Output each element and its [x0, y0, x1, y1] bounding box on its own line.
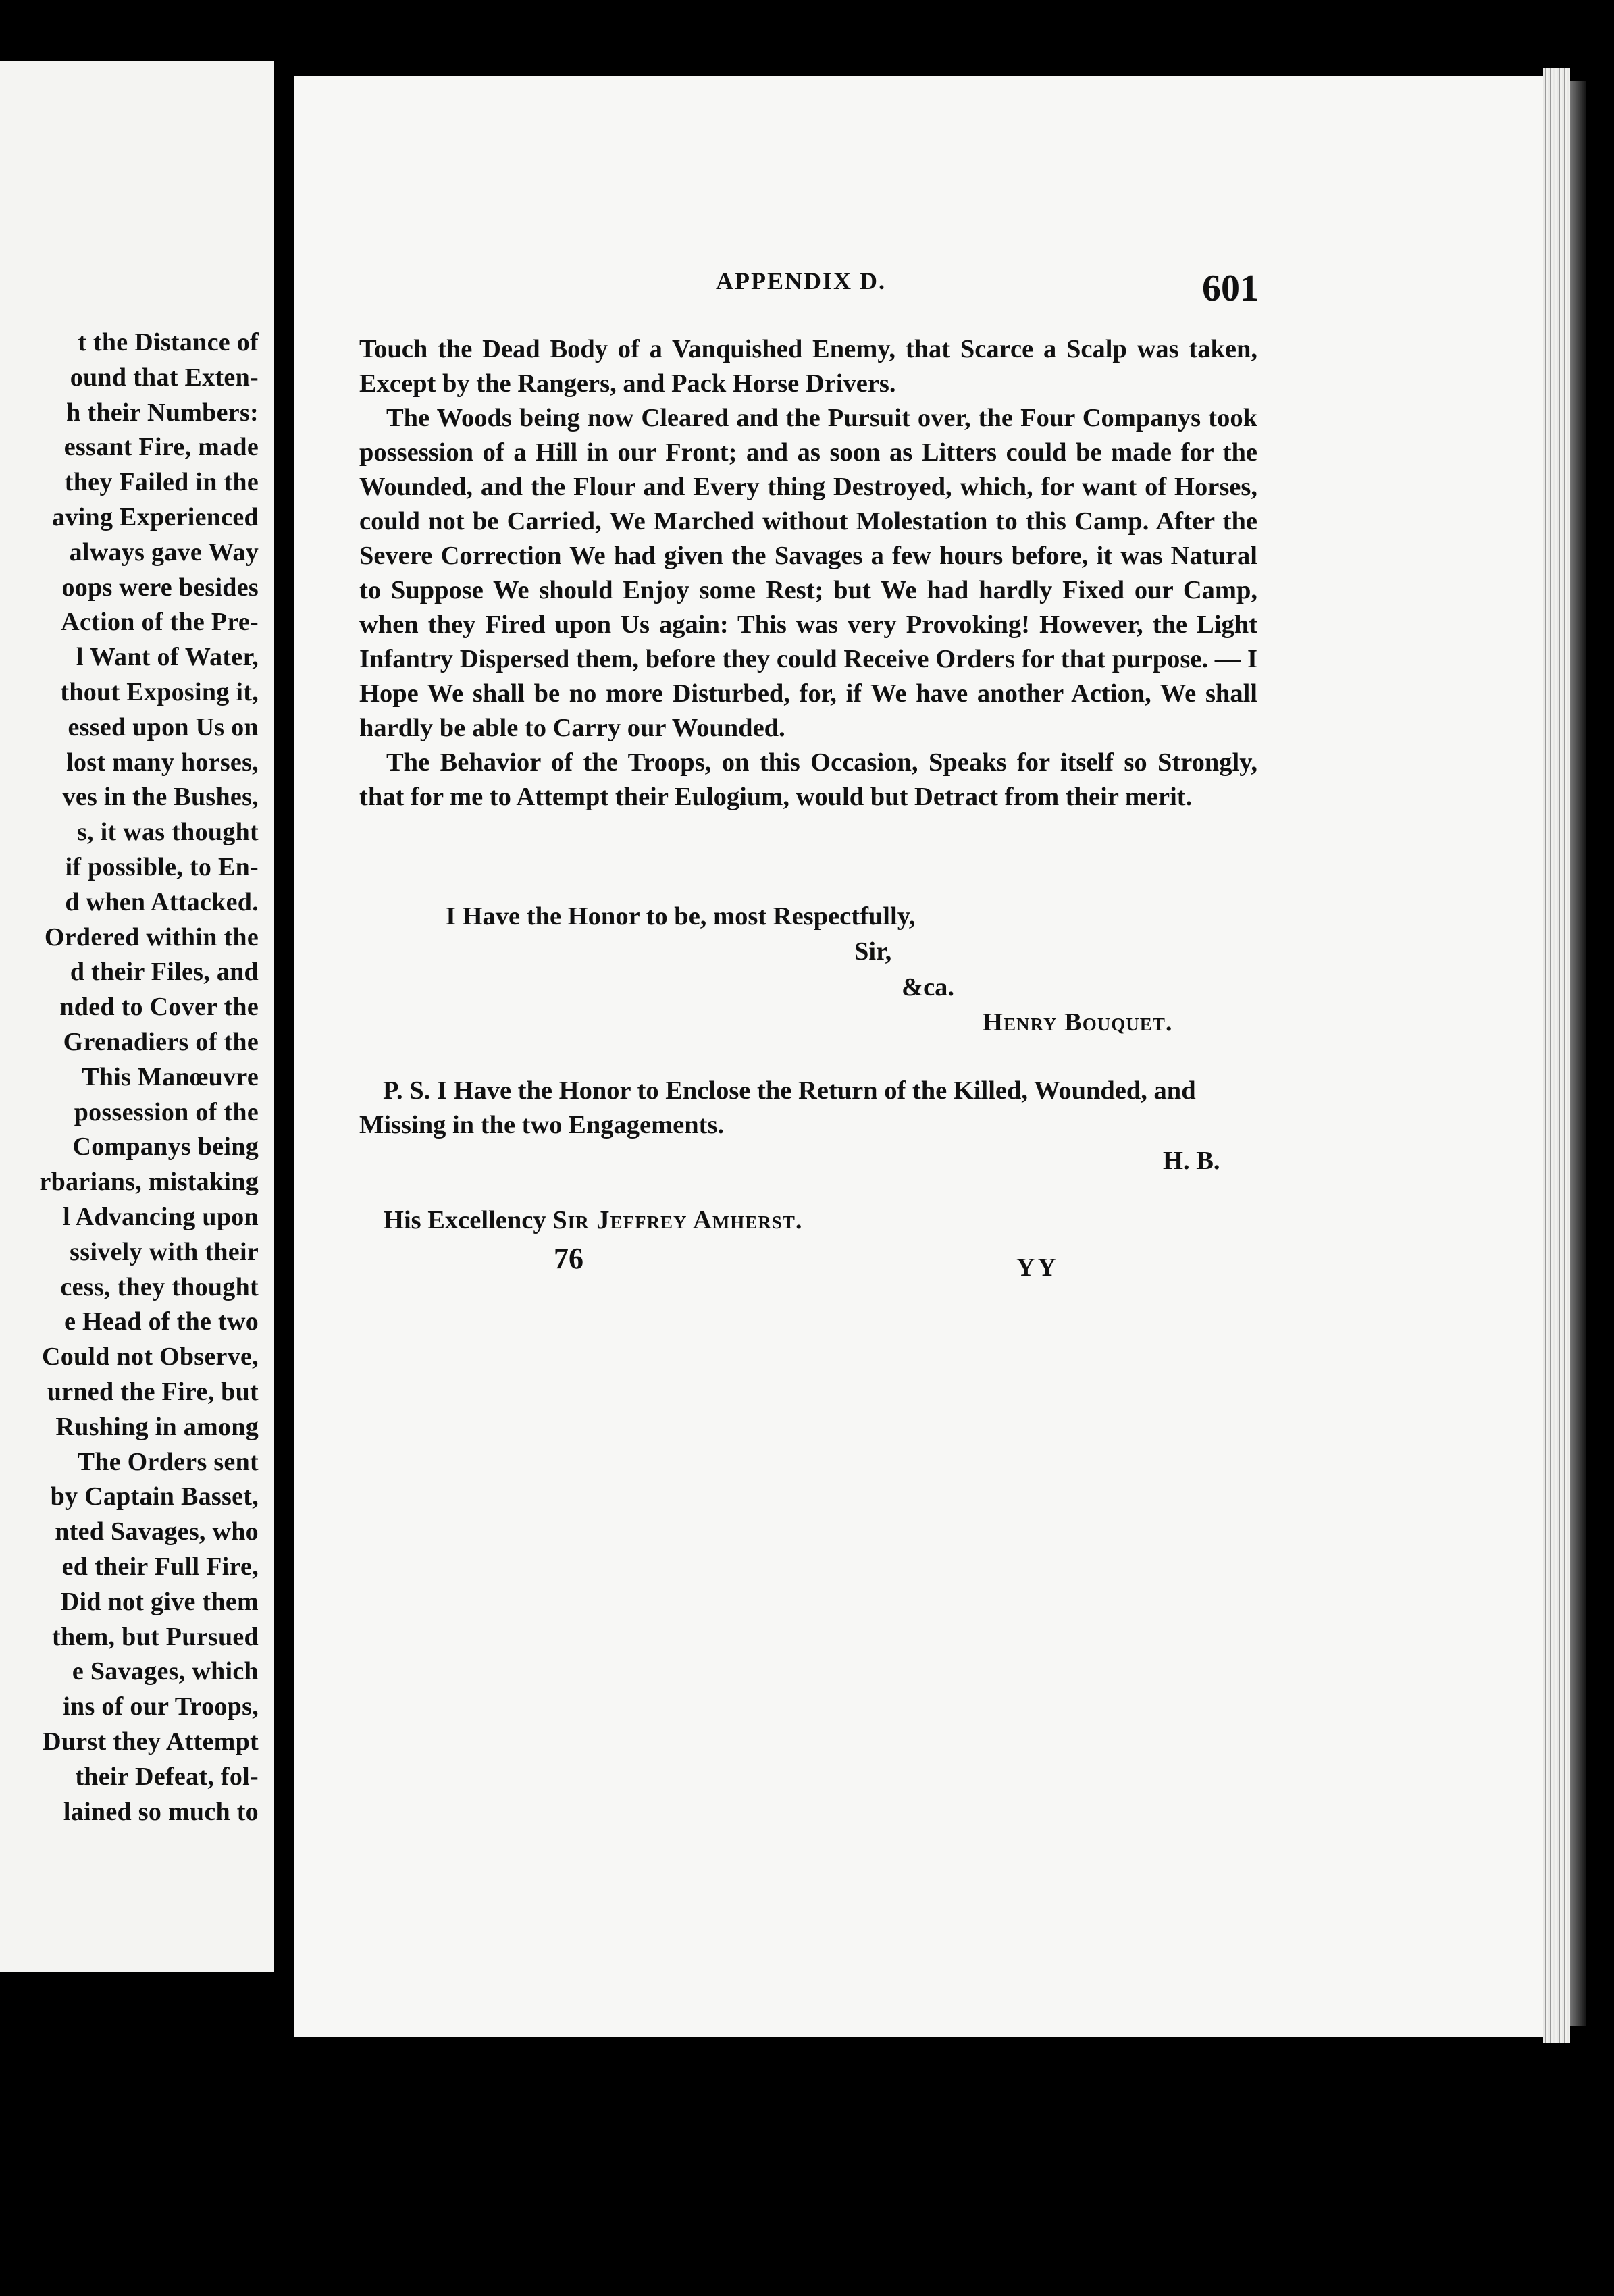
- etcetera: &ca.: [902, 973, 955, 1001]
- facing-page-line: possession of the: [74, 1097, 259, 1126]
- ps-text: I Have the Honor to Enclose the Return of the Killed, Wounded, and Missing in the two Engagements.: [359, 1076, 1196, 1139]
- facing-page-line: essant Fire, made: [63, 433, 259, 462]
- paragraph: The Woods being now Cleared and the Pursuit over, the Four Companys took possession of a Hill in our Front; and as soon as Litters could be made for the Wounded, and the Flour and Every thing Destroyed, which, for want of Horses, could not be Carried, We Marched without Molestation to this Camp. After the Severe Correction We had given the Savages a few hours before, it was Natural to Suppose We should Enjoy some Rest; but We had hardly Fixed our Camp, when they Fired upon Us again: This was very Provoking! However, the Light Infantry Dispersed them, before they could Receive Orders for that purpose. — I Hope We shall be no more Disturbed, for, if We have another Action, We shall hardly be able to Carry our Wounded.: [359, 404, 1257, 742]
- facing-page-line: t the Distance of: [78, 328, 259, 357]
- facing-page-line: nded to Cover the: [59, 993, 259, 1022]
- running-header: APPENDIX D.: [716, 267, 886, 294]
- facing-page-line: The Orders sent: [77, 1447, 259, 1476]
- paragraph: The Behavior of the Troops, on this Occasion, Speaks for itself so Strongly, that for me to Attempt their Eulogium, would but Detract from their merit.: [359, 748, 1257, 811]
- salutation: Sir,: [854, 937, 892, 966]
- facing-page-line: d when Attacked.: [65, 887, 259, 916]
- page-edges: [1543, 68, 1570, 2043]
- facing-page-line: s, it was thought: [76, 818, 259, 847]
- facing-page-line: essed upon Us on: [68, 712, 259, 741]
- facing-page-line: their Defeat, fol-: [75, 1762, 259, 1791]
- facing-page-line: nted Savages, who: [55, 1517, 259, 1546]
- facing-page-line: Rushing in among: [55, 1412, 259, 1441]
- facing-page-line: aving Experienced: [52, 503, 259, 531]
- addressee-name: Sir Jeffrey Amherst.: [552, 1206, 803, 1234]
- edge-shadow: [1570, 81, 1586, 2026]
- facing-page-line: them, but Pursued: [52, 1622, 259, 1651]
- letter-closing: I Have the Honor to be, most Respectfully,: [446, 902, 916, 931]
- facing-page-line: ssively with their: [70, 1237, 259, 1266]
- page-number: 601: [1202, 267, 1259, 309]
- facing-page-line: Could not Observe,: [41, 1342, 259, 1372]
- facing-page-line: Durst they Attempt: [43, 1727, 259, 1756]
- facing-page-line: thout Exposing it,: [60, 678, 259, 706]
- facing-page-line: they Failed in the: [64, 468, 259, 497]
- facing-page-line: lost many horses,: [66, 748, 259, 777]
- facing-page-line: Ordered within the: [44, 922, 259, 951]
- facing-page-line: Did not give them: [60, 1587, 259, 1616]
- facing-page-line: Grenadiers of the: [63, 1028, 259, 1056]
- facing-page-line: cess, they thought: [60, 1272, 259, 1301]
- addressee: [384, 1205, 802, 1235]
- signature-mark-left: 76: [554, 1242, 583, 1275]
- facing-page-line: lained so much to: [63, 1797, 259, 1826]
- facing-page-line: This Manœuvre: [82, 1062, 259, 1091]
- signature-mark-right: YY: [1016, 1253, 1059, 1282]
- facing-page-line: l Advancing upon: [63, 1203, 259, 1231]
- facing-page-line: e Savages, which: [72, 1657, 259, 1686]
- body-text: [359, 332, 1257, 814]
- facing-page: [0, 61, 274, 1972]
- paragraph: Touch the Dead Body of a Vanquished Enemy, that Scarce a Scalp was taken, Except by the Rangers, and Pack Horse Drivers.: [359, 335, 1257, 398]
- facing-page-line: urned the Fire, but: [47, 1378, 259, 1406]
- postscript: [359, 1074, 1257, 1143]
- facing-page-line: Companys being: [72, 1132, 259, 1162]
- facing-page-line: ed their Full Fire,: [61, 1553, 259, 1581]
- addressee-prefix: His Excellency: [384, 1206, 546, 1234]
- facing-page-line: d their Files, and: [70, 958, 259, 987]
- facing-page-line: by Captain Basset,: [50, 1482, 259, 1511]
- facing-page-line: oops were besides: [61, 573, 259, 602]
- facing-page-line: if possible, to En-: [65, 853, 259, 881]
- signature: Henry Bouquet.: [983, 1008, 1173, 1037]
- ps-label: P. S.: [383, 1076, 431, 1105]
- facing-page-line: ound that Exten-: [70, 363, 259, 392]
- initials: H. B.: [1163, 1147, 1220, 1175]
- facing-page-line: ins of our Troops,: [63, 1692, 259, 1721]
- facing-page-line: l Want of Water,: [76, 643, 259, 672]
- facing-page-line: Action of the Pre-: [61, 608, 259, 637]
- facing-page-line: rbarians, mistaking: [39, 1168, 259, 1197]
- book-gutter: [274, 0, 294, 2296]
- facing-page-line: e Head of the two: [64, 1307, 259, 1336]
- facing-page-line: ves in the Bushes,: [62, 783, 259, 812]
- facing-page-line: h their Numbers:: [66, 398, 259, 427]
- facing-page-line: always gave Way: [69, 538, 259, 567]
